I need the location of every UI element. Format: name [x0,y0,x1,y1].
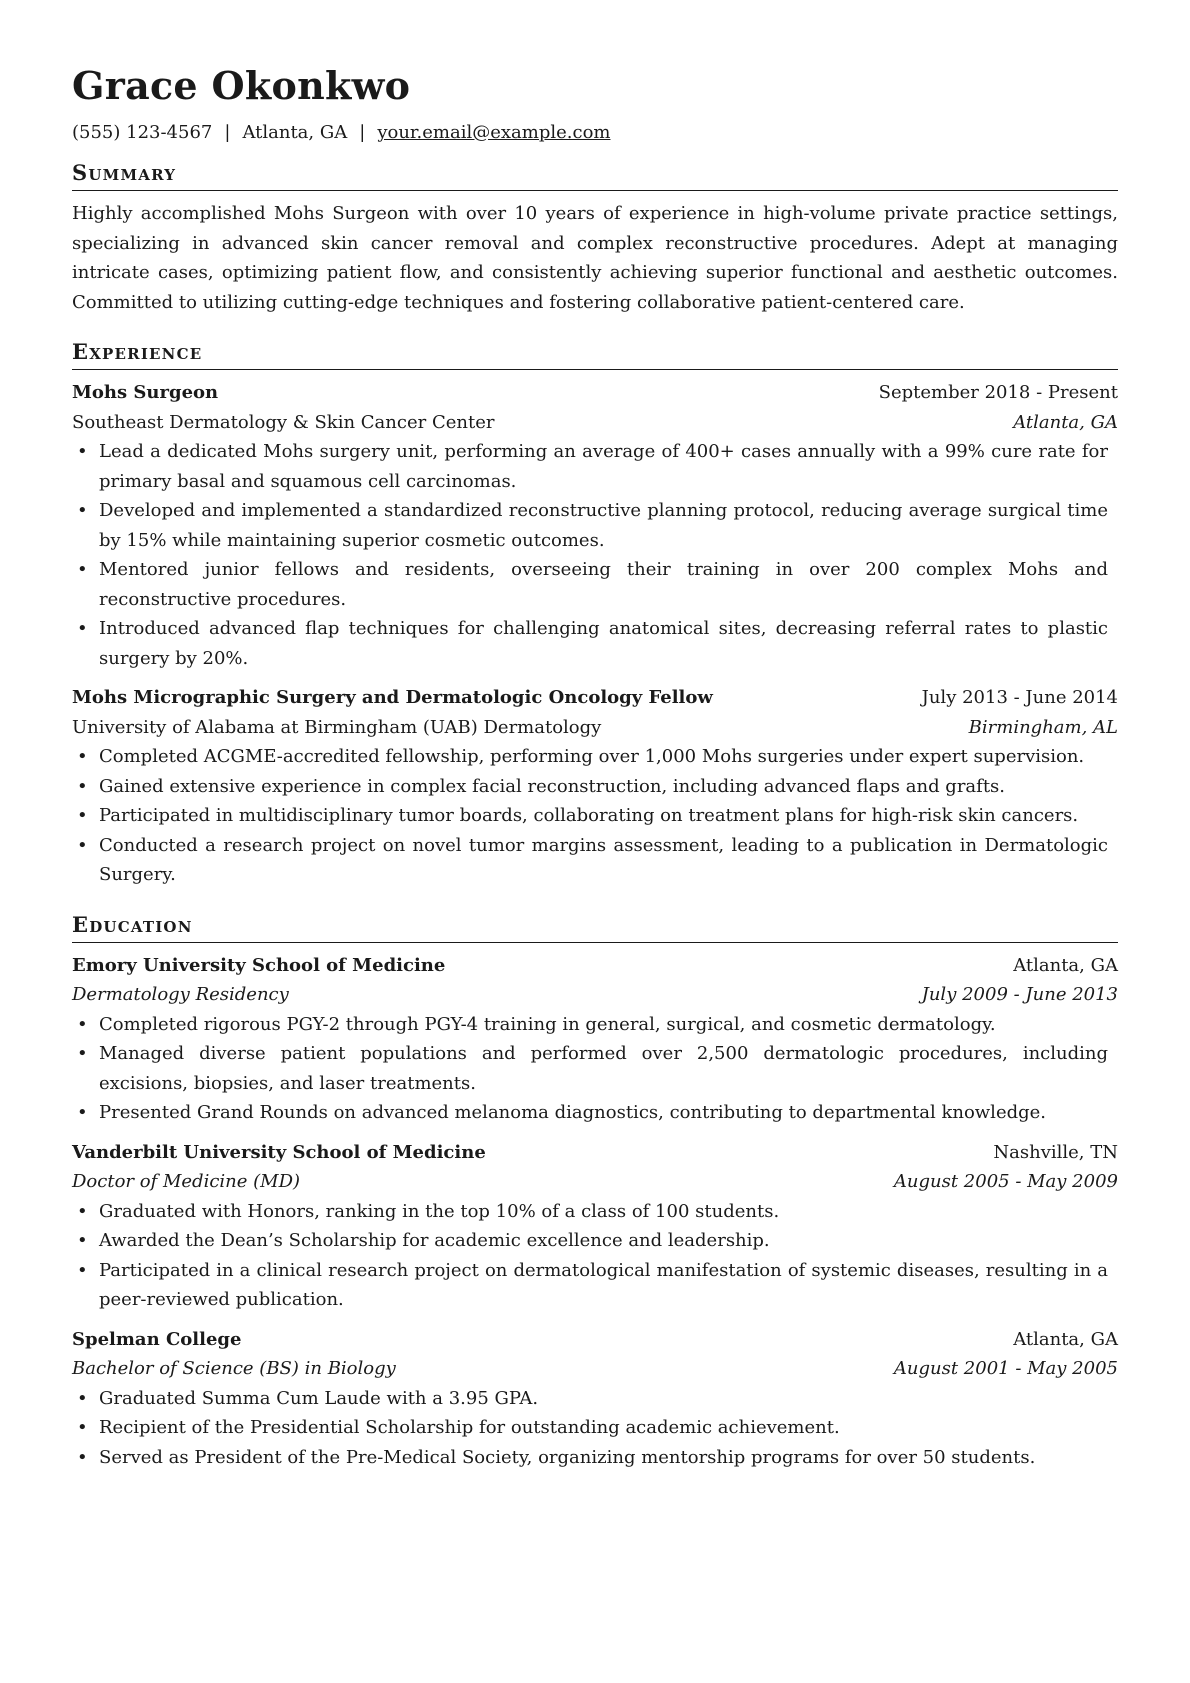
job-bullets [72,437,1118,673]
program-name: Bachelor of Science (BS) in Biology [72,1358,396,1379]
experience-header-row [72,378,1118,408]
education-header-row [72,1138,1118,1168]
job-title: Mohs Micrographic Surgery and Dermatologic Oncology Fellow [72,687,713,708]
experience-entry [72,378,1118,673]
education-bullets [72,1010,1118,1128]
job-organization: University of Alabama at Birmingham (UAB) Dermatology [72,716,602,738]
summary-section [72,158,1118,317]
bullet-item: • Lead a dedicated Mohs surgery unit, performing an average of 400+ cases annually with a 99% cure rate for primary basal and squamous cell carcinomas. [72,437,1118,496]
program-name: Dermatology Residency [72,984,289,1005]
bullet-item: • Presented Grand Rounds on advanced melanoma diagnostics, contributing to departmental knowledge. [72,1098,1118,1128]
bullet-item: • Recipient of the Presidential Scholarship for outstanding academic achievement. [72,1413,1118,1443]
education-program-row [72,1167,1118,1197]
contact-location: Atlanta, GA [242,122,348,143]
education-header-row [72,1325,1118,1355]
summary-heading: Summary [72,158,1118,191]
bullet-item: • Introduced advanced flap techniques for challenging anatomical sites, decreasing referral rates to plastic surgery by 20%. [72,614,1118,673]
school-name: Vanderbilt University School of Medicine [72,1141,486,1163]
education-header-row [72,951,1118,981]
job-bullets [72,742,1118,890]
school-name: Emory University School of Medicine [72,954,446,976]
program-dates: August 2005 - May 2009 [893,1171,1118,1192]
experience-heading: Experience [72,337,1118,370]
education-heading: Education [72,910,1118,943]
job-organization: Southeast Dermatology & Skin Cancer Center [72,411,495,433]
program-name: Doctor of Medicine (MD) [72,1171,301,1192]
education-entry [72,1325,1118,1473]
contact-line [72,120,1118,146]
bullet-item: • Managed diverse patient populations and performed over 2,500 dermatologic procedures, including excisions, biopsies, and laser treatments. [72,1039,1118,1098]
education-program-row [72,1354,1118,1384]
school-location: Nashville, TN [993,1141,1118,1163]
program-dates: August 2001 - May 2005 [893,1358,1118,1379]
contact-separator: | [224,122,231,143]
experience-header-row [72,683,1118,713]
bullet-item: • Mentored junior fellows and residents, overseeing their training in over 200 complex Mohs and reconstructive procedures. [72,555,1118,614]
bullet-item: • Participated in a clinical research project on dermatological manifestation of systemic diseases, resulting in a peer-reviewed publication. [72,1256,1118,1315]
job-dates: September 2018 - Present [878,382,1118,403]
bullet-item: • Gained extensive experience in complex facial reconstruction, including advanced flaps and grafts. [72,772,1118,802]
job-location: Birmingham, AL [968,716,1118,738]
job-location: Atlanta, GA [1013,411,1118,433]
contact-phone: (555) 123-4567 [72,122,213,143]
education-bullets [72,1384,1118,1473]
bullet-item: • Graduated with Honors, ranking in the top 10% of a class of 100 students. [72,1197,1118,1227]
summary-text: Highly accomplished Mohs Surgeon with over 10 years of experience in high-volume private practice settings, specializing in advanced skin cancer removal and complex reconstructive procedures. Adept at managing intricate cases, optimizing patient flow, and consistently achieving superior functional and aesthetic outcomes. Committed to utilizing cutting-edge techniques and fostering collaborative patient-centered care. [72,203,1118,313]
experience-org-row [72,713,1118,743]
contact-separator: | [359,122,366,143]
bullet-item: • Awarded the Dean’s Scholarship for academic excellence and leadership. [72,1226,1118,1256]
bullet-item: • Developed and implemented a standardized reconstructive planning protocol, reducing average surgical time by 15% while maintaining superior cosmetic outcomes. [72,496,1118,555]
education-bullets [72,1197,1118,1315]
experience-section [72,337,1118,890]
school-location: Atlanta, GA [1013,1328,1118,1350]
bullet-item: • Conducted a research project on novel tumor margins assessment, leading to a publication in Dermatologic Surgery. [72,831,1118,890]
job-title: Mohs Surgeon [72,382,219,403]
education-entry [72,951,1118,1128]
job-dates: July 2013 - June 2014 [921,687,1118,708]
candidate-name: Grace Okonkwo [72,63,411,108]
bullet-item: • Completed ACGME-accredited fellowship, performing over 1,000 Mohs surgeries under expert supervision. [72,742,1118,772]
bullet-item: • Served as President of the Pre-Medical Society, organizing mentorship programs for over 50 students. [72,1443,1118,1473]
contact-email-link[interactable]: your.email@example.com [377,122,611,143]
bullet-item: • Completed rigorous PGY-2 through PGY-4 training in general, surgical, and cosmetic dermatology. [72,1010,1118,1040]
experience-entry [72,683,1118,890]
bullet-item: • Graduated Summa Cum Laude with a 3.95 GPA. [72,1384,1118,1414]
school-location: Atlanta, GA [1013,954,1118,976]
education-program-row [72,980,1118,1010]
school-name: Spelman College [72,1328,242,1350]
bullet-item: • Participated in multidisciplinary tumor boards, collaborating on treatment plans for high-risk skin cancers. [72,801,1118,831]
education-section [72,910,1118,1473]
education-entry [72,1138,1118,1315]
experience-org-row [72,408,1118,438]
program-dates: July 2009 - June 2013 [921,984,1118,1005]
